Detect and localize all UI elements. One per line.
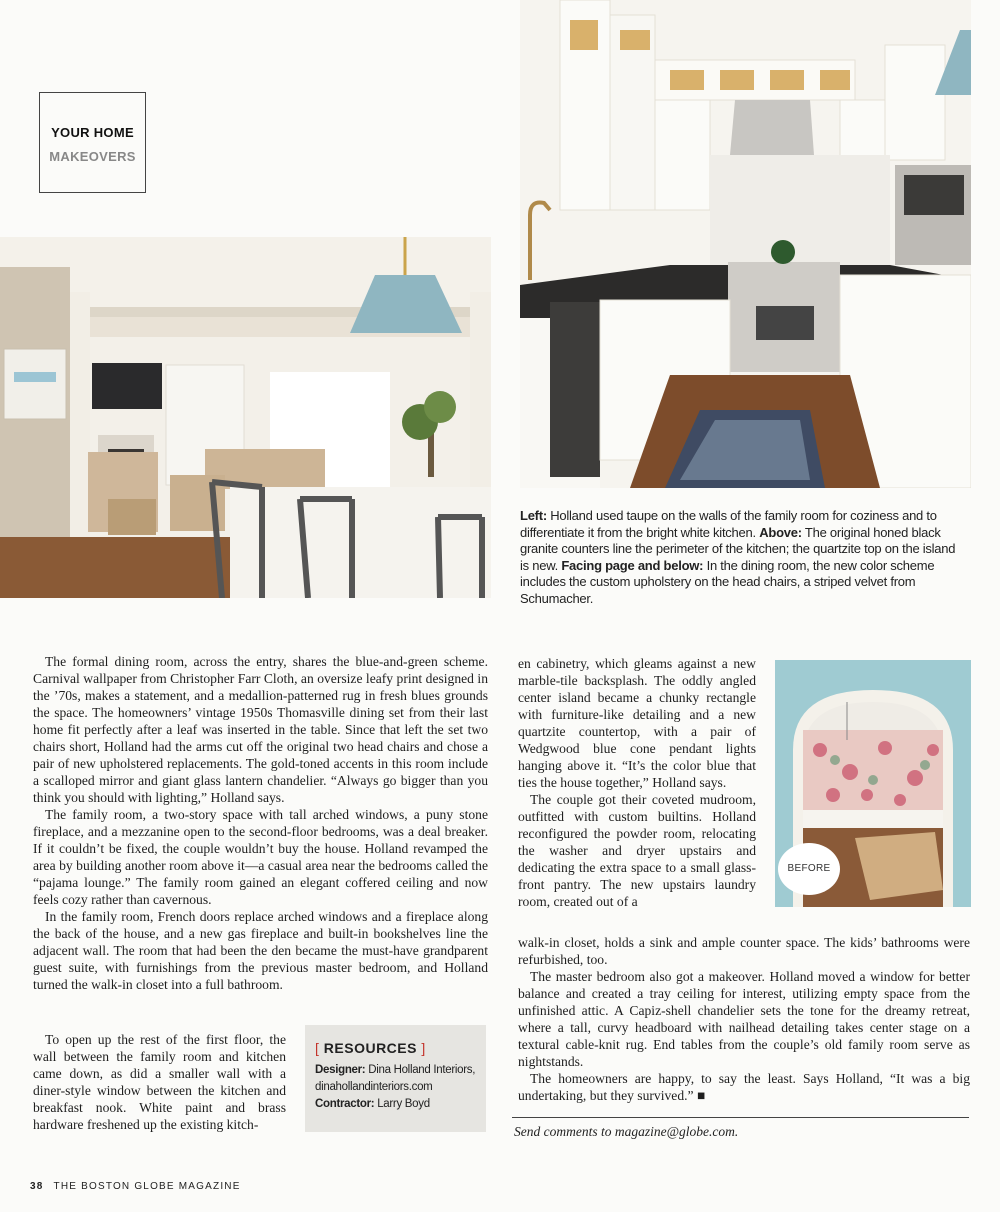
article-paragraph: The couple got their coveted mudroom, outfitted with custom builtins. Holland reconfigured the powder room, relocating the washer and dryer upstairs and dedicating the extra space to a small glass-front pantry. The new upstairs laundry room, created out of a <box>518 792 756 909</box>
publication-name: THE BOSTON GLOBE MAGAZINE <box>53 1181 241 1192</box>
divider-rule <box>512 1117 969 1118</box>
comments-line: Send comments to magazine@globe.com. <box>514 1124 739 1139</box>
article-paragraph: The homeowners are happy, to say the least. Says Holland, “It was a big undertaking, but they survived.” ■ <box>518 1071 970 1103</box>
section-badge <box>39 92 146 193</box>
article-paragraph: The family room, a two-story space with tall arched windows, a puny stone fireplace, and a mezzanine open to the second-floor bedrooms, was a deal breaker. If it couldn’t be fixed, the couple wouldn’t buy the house. Holland revamped the area by building another room above it—a casual area near the bedrooms called the “pajama lounge.” The family room gained an elegant coffered ceiling and now feels cozy rather than cavernous. <box>33 807 488 907</box>
caption-above-label: Above: <box>759 524 802 540</box>
article-paragraph: In the family room, French doors replace arched windows and a fireplace along the back of the house, and a new gas fireplace and built-in bookshelves line the adjacent wall. The room that had been the den became the must-have grandparent guest suite, with furnishings from the previous master bedroom, and Holland turned the walk-in closet into a full bathroom. <box>33 909 488 992</box>
kitchen-photo <box>520 0 971 488</box>
page-number: 38 <box>30 1181 44 1192</box>
resources-box <box>305 1025 486 1132</box>
caption-above-text: The original honed black granite counters line the perimeter of the kitchen; the quartzite top on the island is new. <box>520 524 956 573</box>
caption-left-label: Left: <box>520 508 547 523</box>
resources-designer-url: dinahollandinteriors.com <box>315 1081 433 1093</box>
article-paragraph: en cabinetry, which gleams against a new marble-tile backsplash. The oddly angled center island became a chunky rectangle with furniture-like detailing and a new quartzite countertop, with a pair of Wedgwood blue cone pendant lights hanging above it. “It’s the color blue that ties the house together,” Holland says. <box>518 656 756 790</box>
article-paragraph: walk-in closet, holds a sink and ample counter space. The kids’ bathrooms were refurbished, too. <box>518 935 970 967</box>
article-column-2 <box>518 934 970 1104</box>
resources-contractor: Contractor: Larry Boyd <box>315 1098 430 1110</box>
article-paragraph: The master bedroom also got a makeover. Holland moved a window for better balance and created a tray ceiling for interest, utilizing empty space from the unfinished attic. A Capiz-shell chandelier sets the tone for the dreamy retreat, where a tall, curvy headboard with nailhead detailing takes center stage on a textural cable-knit rug. End tables from the couple’s old family room serve as nightstands. <box>518 969 970 1069</box>
resources-title: [ RESOURCES ] <box>315 1040 426 1056</box>
article-column-1-narrow <box>33 1031 286 1133</box>
caption-facing-label: Facing page and below: <box>561 557 704 573</box>
folio <box>30 1181 241 1192</box>
article-column-1 <box>33 653 488 993</box>
article-paragraph: To open up the rest of the first floor, the wall between the family room and kitchen came down, as did a smaller wall with a diner-style window between the kitchen and breakfast nook. White paint and brass hardware freshened up the existing kitch- <box>33 1032 286 1132</box>
article-paragraph: The formal dining room, across the entry, shares the blue-and-green scheme. Carnival wallpaper from Christopher Farr Cloth, an oversize leafy print designed in the ’70s, makes a statement, and a medallion-patterned rug in fresh blues grounds the space. The homeowners’ vintage 1950s Thomasville dining set from their last home fit perfectly after a leaf was inserted in the table. Since that left the set two chairs short, Holland had the arms cut off the original two head chairs and chose a pair of new upholstered replacements. The gold-toned accents in this room include a scalloped mirror and giant glass lantern chandelier. “Always go bigger than you think you should with lighting,” Holland says. <box>33 654 488 805</box>
family-room-photo <box>0 237 491 598</box>
resources-designer: Designer: Dina Holland Interiors, <box>315 1064 476 1076</box>
article-column-2-narrow <box>518 655 756 910</box>
section-sublabel: MAKEOVERS <box>49 149 136 164</box>
before-badge: BEFORE <box>778 843 840 895</box>
caption-left-text: Holland used taupe on the walls of the family room for coziness and to differentiate it from the bright white kitchen. <box>520 508 937 540</box>
caption-facing-text: In the dining room, the new color scheme includes the custom upholstery on the head chairs, a striped velvet from Schumacher. <box>520 557 935 606</box>
section-label: YOUR HOME <box>51 125 134 140</box>
photo-caption <box>520 508 960 607</box>
